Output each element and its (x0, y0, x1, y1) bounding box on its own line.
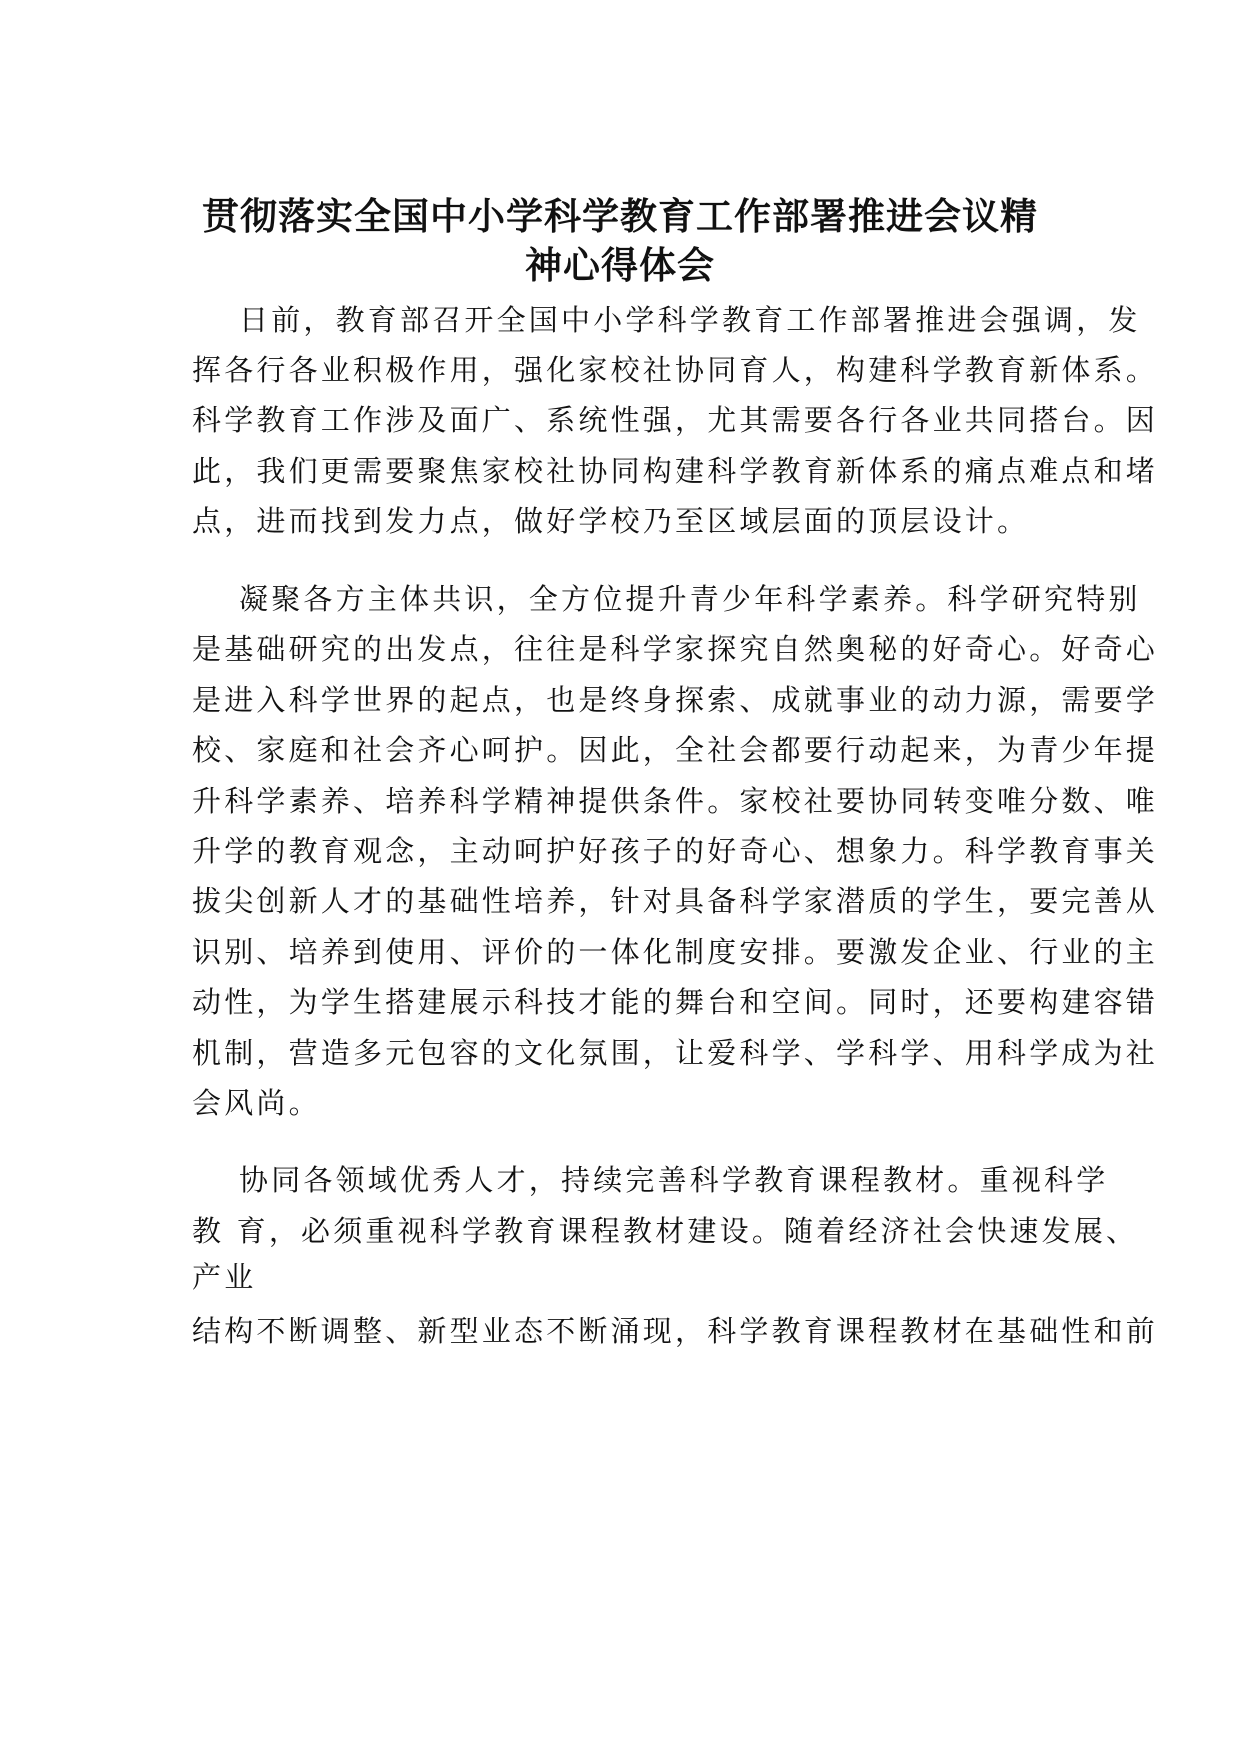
paragraph-3-line-4: 结构不断调整、新型业态不断涌现，科学教育课程教材在基础性和前 (192, 1314, 1159, 1348)
paragraph-2-line-10: 机制，营造多元包容的文化氛围，让爱科学、学科学、用科学成为社 (192, 1036, 1159, 1070)
paragraph-3-line-1: 协同各领域优秀人才，持续完善科学教育课程教材。重视科学 (239, 1163, 1109, 1197)
paragraph-1-line-3: 科学教育工作涉及面广、系统性强，尤其需要各行各业共同搭台。因 (192, 403, 1159, 437)
paragraph-1-line-4: 此，我们更需要聚焦家校社协同构建科学教育新体系的痛点难点和堵 (192, 454, 1159, 488)
paragraph-2-line-5: 升科学素养、培养科学精神提供条件。家校社要协同转变唯分数、唯 (192, 784, 1159, 818)
paragraph-2-line-9: 动性，为学生搭建展示科技才能的舞台和空间。同时，还要构建容错 (192, 985, 1159, 1019)
paragraph-2-line-2: 是基础研究的出发点，往往是科学家探究自然奥秘的好奇心。好奇心 (192, 632, 1159, 666)
paragraph-1-line-1: 日前，教育部召开全国中小学科学教育工作部署推进会强调，发 (239, 303, 1141, 337)
document-title-line-1: 贯彻落实全国中小学科学教育工作部署推进会议精 (202, 195, 1038, 238)
paragraph-2-line-7: 拔尖创新人才的基础性培养，针对具备科学家潜质的学生，要完善从 (192, 884, 1159, 918)
paragraph-1-line-2: 挥各行各业积极作用，强化家校社协同育人，构建科学教育新体系。 (192, 353, 1159, 387)
paragraph-3-line-2: 教 育，必须重视科学教育课程教材建设。随着经济社会快速发展、 (192, 1214, 1139, 1248)
paragraph-2-line-6: 升学的教育观念，主动呵护好孩子的好奇心、想象力。科学教育事关 (192, 834, 1159, 868)
paragraph-1-line-5: 点，进而找到发力点，做好学校乃至区域层面的顶层设计。 (192, 504, 1030, 538)
paragraph-2-line-4: 校、家庭和社会齐心呵护。因此，全社会都要行动起来，为青少年提 (192, 733, 1159, 767)
paragraph-2-line-11: 会风尚。 (192, 1086, 321, 1120)
paragraph-3-line-3: 产业 (192, 1260, 257, 1294)
document-title-line-2: 神心得体会 (525, 244, 715, 287)
paragraph-2-line-3: 是进入科学世界的起点，也是终身探索、成就事业的动力源，需要学 (192, 683, 1159, 717)
paragraph-2-line-8: 识别、培养到使用、评价的一体化制度安排。要激发企业、行业的主 (192, 935, 1159, 969)
paragraph-2-line-1: 凝聚各方主体共识，全方位提升青少年科学素养。科学研究特别 (239, 582, 1141, 616)
